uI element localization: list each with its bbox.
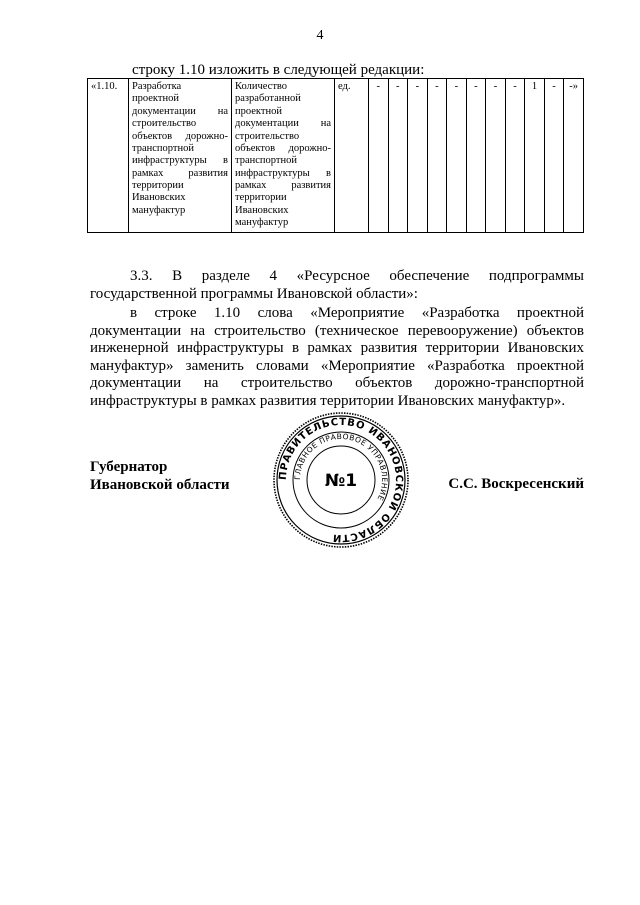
paragraph-line: мануфактур» заменить словами «Мероприятие «Разработка проектной	[90, 357, 584, 374]
row-value: 1	[525, 79, 545, 233]
row-value: -	[369, 79, 389, 233]
row-value: -	[544, 79, 564, 233]
signatory-name: С.С. Воскресенский	[448, 476, 584, 492]
signatory-title	[90, 458, 230, 494]
row-indicator: Количество разработанной проектной документации на строительство объектов дорожно-транспортной инфраструктуры в рамках развития территории Ивановских мануфактур	[232, 79, 335, 233]
official-stamp	[272, 411, 410, 549]
paragraph-line: документации на строительство (техническое перевооружение) объектов	[90, 322, 584, 339]
paragraph-line: инженерной инфраструктуры в рамках развития территории Ивановских	[90, 340, 584, 356]
page-number: 4	[316, 28, 324, 43]
row-value: -	[486, 79, 506, 233]
stamp-outer-text: ПРАВИТЕЛЬСТВО ИВАНОВСКОЙ ОБЛАСТИ	[277, 416, 405, 544]
row-number: «1.10.	[88, 79, 129, 233]
paragraph-line: государственной программы Ивановской области»:	[90, 285, 418, 302]
row-value: -	[427, 79, 447, 233]
paragraph-line: в строке 1.10 слова «Мероприятие «Разработка проектной	[130, 305, 584, 321]
stamp-inner-text: ГЛАВНОЕ ПРАВОВОЕ УПРАВЛЕНИЕ	[292, 431, 390, 503]
row-unit: ед.	[335, 79, 369, 233]
signatory-title-line: Ивановской области	[90, 477, 230, 493]
row-value: -»	[564, 79, 584, 233]
row-value: -	[447, 79, 467, 233]
row-name: Разработка проектной документации на строительство объектов дорожно-транспортной инфраструктуры в рамках развития территории Ивановских мануфактур	[129, 79, 232, 233]
row-value: -	[466, 79, 486, 233]
row-value: -	[408, 79, 428, 233]
paragraph-line: 3.3. В разделе 4 «Ресурсное обеспечение подпрограммы	[130, 268, 584, 284]
row-value: -	[505, 79, 525, 233]
row-value: -	[388, 79, 408, 233]
paragraph-replacement	[90, 305, 584, 410]
stamp-number: №1	[324, 471, 358, 491]
paragraph-line: инфраструктуры в рамках развития территории Ивановских мануфактур».	[90, 392, 566, 409]
intro-text: строку 1.10 изложить в следующей редакции:	[132, 62, 425, 78]
paragraph-line: документации на строительство объектов дорожно-транспортной	[90, 375, 584, 391]
amendment-table	[87, 78, 584, 233]
table-row	[88, 79, 584, 233]
paragraph-3-3	[90, 268, 584, 303]
signatory-title-line: Губернатор	[90, 459, 168, 475]
